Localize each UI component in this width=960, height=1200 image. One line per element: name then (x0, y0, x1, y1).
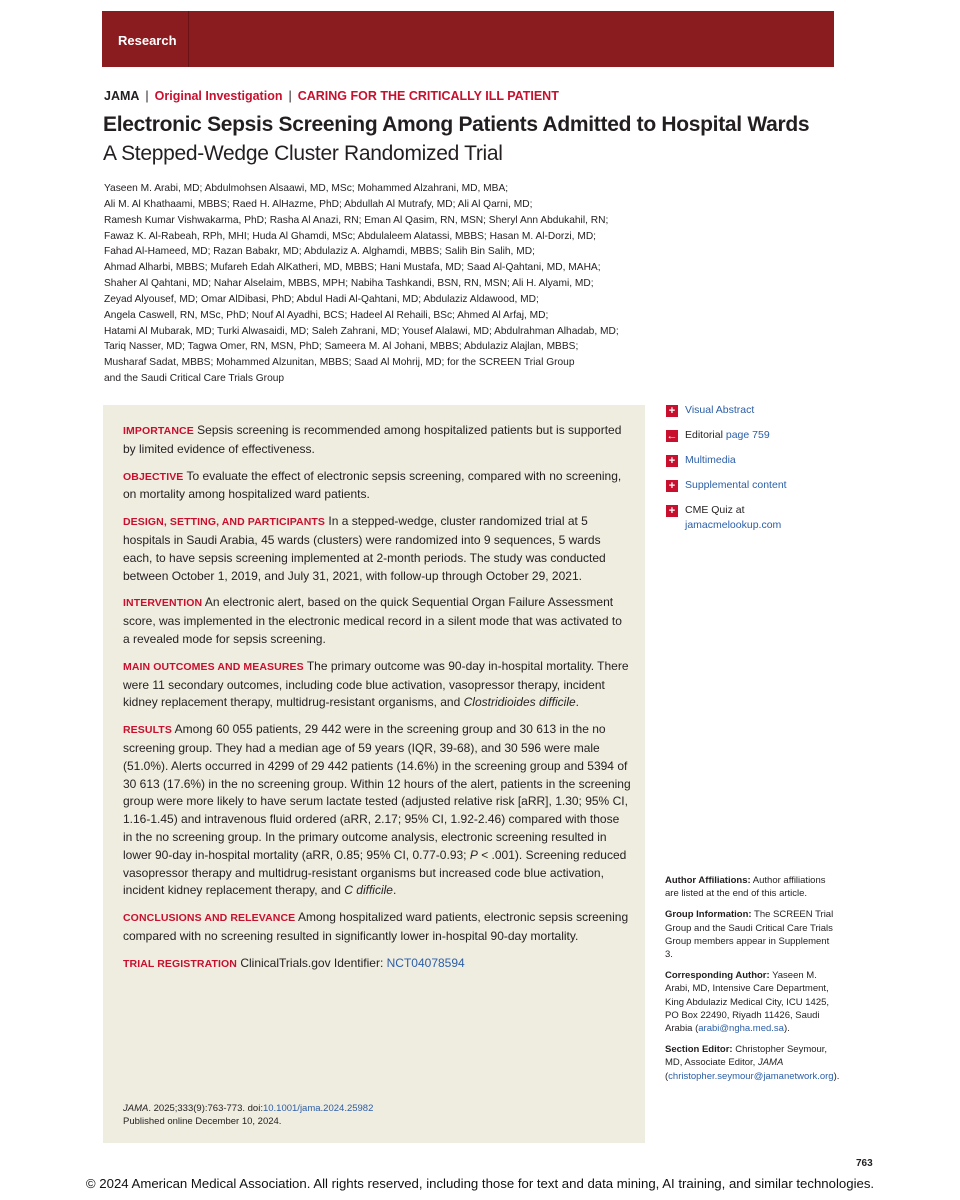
doi-link[interactable]: 10.1001/jama.2024.25982 (262, 1103, 374, 1114)
abstract-label: INTERVENTION (123, 597, 203, 610)
visual-abstract-link[interactable] (665, 404, 845, 429)
note-text: The SCREEN Trial Group and the Saudi Critical Care Trials Group members appear in Supplement 3. (665, 909, 834, 961)
author-line: and the Saudi Critical Care Trials Group (104, 373, 285, 385)
page-number: 763 (856, 1158, 873, 1169)
author-line: Hatami Al Mubarak, MD; Turki Alwasaidi, MD; Saleh Zahrani, MD; Yousef Alalawi, MD; Abdulrahman Alhadab, MD; (104, 325, 619, 337)
abstract-importance (123, 422, 631, 459)
note-label: Group Information: (665, 909, 752, 921)
abstract-text: Among 60 055 patients, 29 442 were in the screening group and 30 613 in the no screening group. They had a median age of 59 years (IQR, 39-68), and 30 596 were male (51.0%). Alerts occurred in 4299 of 29 442 patients (14.6%) in the screening group and 5394 of 30 613 (17.6%) in the no screening group. Within 12 hours of the alert, patients in the screening group were more likely to have serum lactate tested (adjusted relative risk [aRR], 1.30; 95% CI, 1.16-1.45) and intravenous fluid ordered (aRR, 2.17; 95% CI, 1.92-2.46) compared with those in the no screening group. In the primary outcome analysis, electronic screening resulted in lower 90-day in-hospital mortality (aRR, 0.85; 95% CI, 0.77-0.93; (123, 722, 631, 862)
abstract-box (103, 405, 645, 1143)
author-affiliations (665, 874, 837, 900)
abstract-design (123, 513, 631, 585)
author-line: Zeyad Alyousef, MD; Omar AlDibasi, PhD; Abdul Hadi Al-Qahtani, MD; Abdulaziz Aldawood, MD; (104, 293, 539, 305)
link-label: Multimedia (685, 454, 736, 466)
author-line: Angela Caswell, RN, MSc, PhD; Nouf Al Ayadhi, BCS; Hadeel Al Rehaili, BSc; Ahmed Al Arfaj, MD; (104, 309, 549, 321)
note-text: Author affiliations are listed at the end of this article. (665, 875, 826, 900)
plus-icon: + (666, 455, 678, 467)
abstract-text: Among hospitalized ward patients, electronic sepsis screening compared with no screening resulted in significantly lower in-hospital 90-day mortality. (123, 910, 629, 943)
abstract-end: . (575, 695, 580, 710)
abstract-text: In a stepped-wedge, cluster randomized trial at 5 hospitals in Saudi Arabia, 45 wards (clusters) were randomized into 9 sequences, 5 wards each, to have sepsis screening implemented at 2-month periods. The study was conducted between October 1, 2019, and July 31, 2021, with follow-up through October 29, 2021. (123, 514, 606, 583)
editorial-link[interactable] (665, 429, 845, 454)
abstract-label: CONCLUSIONS AND RELEVANCE (123, 912, 296, 925)
article-type: Original Investigation (154, 89, 283, 103)
abstract-results (123, 721, 631, 900)
note-text: Yaseen M. Arabi, MD, Intensive Care Department, King Abdulaziz Medical City, ICU 1425, PO Box 22490, Riyadh 11426, Saudi Arabia ( (665, 970, 830, 1035)
journal-line (104, 89, 559, 103)
multimedia-link[interactable] (665, 454, 845, 479)
note-end: ). (783, 1023, 790, 1035)
link-label: Visual Abstract (685, 404, 755, 416)
note-label: Author Affiliations: (665, 875, 751, 886)
sidebar-links (665, 404, 845, 529)
abstract-text-cont: < .001). Screening reduced vasopressor therapy and multidrug-resistant organisms but increased code blue activation, incident kidney replacement therapy, and (123, 847, 627, 898)
abstract-label: OBJECTIVE (123, 470, 184, 483)
journal-name: JAMA (104, 89, 140, 103)
link-label: Supplemental content (685, 479, 787, 491)
cme-url-link[interactable]: jamacmelookup.com (685, 519, 782, 531)
author-line: Ramesh Kumar Vishwakarma, PhD; Rasha Al Anazi, RN; Eman Al Qasim, RN, MSN; Sheryl Ann Abdukahil, RN; (104, 214, 609, 226)
author-line: Ahmad Alharbi, MBBS; Mufareh Edah AlKatheri, MD, MBBS; Hani Mustafa, MD; Saad Al-Qahtani, MD, MAHA; (104, 262, 601, 274)
abstract-objective (123, 468, 631, 505)
abstract-label: TRIAL REGISTRATION (123, 957, 237, 970)
abstract-text: Sepsis screening is recommended among hospitalized patients but is supported by limited evidence of effectiveness. (123, 423, 622, 456)
note-text: Christopher Seymour, MD, Associate Editor, (665, 1044, 828, 1069)
section-editor (665, 1043, 840, 1083)
plus-icon: + (666, 405, 678, 417)
author-line: Tariq Nasser, MD; Tagwa Omer, RN, MSN, PhD; Sameera M. Al Johani, MBBS; Abdulaziz Alajlan, MBBS; (104, 341, 579, 353)
group-information (665, 908, 837, 961)
abstract-label: MAIN OUTCOMES AND MEASURES (123, 660, 304, 673)
abstract-end: . (392, 883, 397, 898)
abstract-registration (123, 955, 631, 974)
abstract-italic: Clostridioides difficile (463, 695, 576, 710)
citation-line (123, 1102, 603, 1115)
citation-ref: . 2025;333(9):763-773. doi: (148, 1103, 263, 1114)
supplemental-content-link[interactable] (665, 479, 845, 504)
link-label: CME Quiz at (685, 504, 745, 516)
editorial-label: Editorial (685, 429, 723, 441)
article-subtitle: A Stepped-Wedge Cluster Randomized Trial (103, 142, 503, 165)
published-date: Published online December 10, 2024. (123, 1116, 282, 1127)
banner-tab (102, 11, 189, 67)
author-line: Fawaz K. Al-Rabeah, RPh, MHI; Huda Al Ghamdi, MSc; Abdulaleem Alatassi, MBBS; Hasan M. Al-Dorzi, MD; (104, 230, 597, 242)
note-label: Section Editor: (665, 1044, 733, 1056)
author-line: Fahad Al-Hameed, MD; Razan Babakr, MD; Abdulaziz A. Alghamdi, MBBS; Salih Bin Salih, MD; (104, 246, 535, 258)
corresponding-email-link[interactable]: arabi@ngha.med.sa (698, 1023, 784, 1035)
copyright-notice: © 2024 American Medical Association. All rights reserved, including those for text and data mining, AI training, and similar technologies. (85, 1176, 875, 1191)
abstract-text: The primary outcome was 90-day in-hospital mortality. There were 11 secondary outcomes, including code blue activation, vasopressor therapy, incident kidney replacement therapy, multidrug-resistant organisms, and (123, 658, 629, 710)
plus-icon: + (666, 505, 678, 517)
abstract-text: To evaluate the effect of electronic sepsis screening, compared with no screening, on mortality among hospitalized ward patients. (123, 468, 622, 502)
arrow-left-icon: ← (666, 430, 678, 442)
author-list (104, 181, 664, 387)
editorial-page-link[interactable]: page 759 (725, 429, 770, 441)
abstract-label: RESULTS (123, 724, 172, 737)
journal-separator: | (145, 89, 149, 103)
abstract-label: DESIGN, SETTING, AND PARTICIPANTS (123, 516, 326, 529)
editor-journal: JAMA (757, 1057, 784, 1069)
abstract-italic: C difficile (344, 883, 393, 898)
author-line: Musharaf Sadat, MBBS; Mohammed Alzunitan, MBBS; Saad Al Mohrij, MD; for the SCREEN Trial Group (104, 357, 575, 369)
link-label (685, 429, 770, 441)
author-line: Yaseen M. Arabi, MD; Abdulmohsen Alsaawi, MD, MSc; Mohammed Alzahrani, MD, MBA; (104, 183, 509, 194)
citation (123, 1102, 603, 1128)
sidebar-notes (665, 874, 840, 1091)
note-label: Corresponding Author: (665, 970, 770, 982)
article-title: Electronic Sepsis Screening Among Patients Admitted to Hospital Wards (103, 113, 810, 136)
abstract-conclusions (123, 909, 631, 946)
editor-email-link[interactable]: christopher.seymour@jamanetwork.org (668, 1070, 834, 1082)
abstract-intervention (123, 594, 631, 648)
citation-journal: JAMA (123, 1103, 149, 1114)
journal-separator-2: | (288, 89, 292, 103)
abstract-outcomes (123, 658, 631, 712)
abstract-label: IMPORTANCE (123, 425, 194, 437)
series-name: CARING FOR THE CRITICALLY ILL PATIENT (297, 89, 559, 103)
p-value-symbol: P (469, 847, 478, 862)
abstract-body (123, 422, 631, 983)
note-open: ( (665, 1070, 669, 1082)
abstract-text: ClinicalTrials.gov Identifier: (240, 955, 384, 970)
plus-icon: + (666, 480, 678, 492)
author-line: Shaher Al Qahtani, MD; Nahar Alselaim, MBBS, MPH; Nabiha Tashkandi, BSN, RN, MSN; Ali H. Alyami, MD; (104, 278, 594, 290)
section-banner (102, 11, 834, 67)
note-end: ). (833, 1070, 840, 1082)
author-line: Ali M. Al Khathaami, MBBS; Raed H. AlHazme, PhD; Abdullah Al Mutrafy, MD; Ali Al Qarni, MD; (104, 198, 533, 210)
section-label: Research (118, 33, 177, 48)
corresponding-author (665, 969, 837, 1035)
trial-registration-link[interactable]: NCT04078594 (386, 955, 465, 970)
cme-quiz-link[interactable] (665, 504, 845, 529)
abstract-text: An electronic alert, based on the quick Sequential Organ Failure Assessment score, was implemented in the electronic medical record in a silent mode that was activated to a revealed mode for sepsis screening. (123, 595, 622, 646)
